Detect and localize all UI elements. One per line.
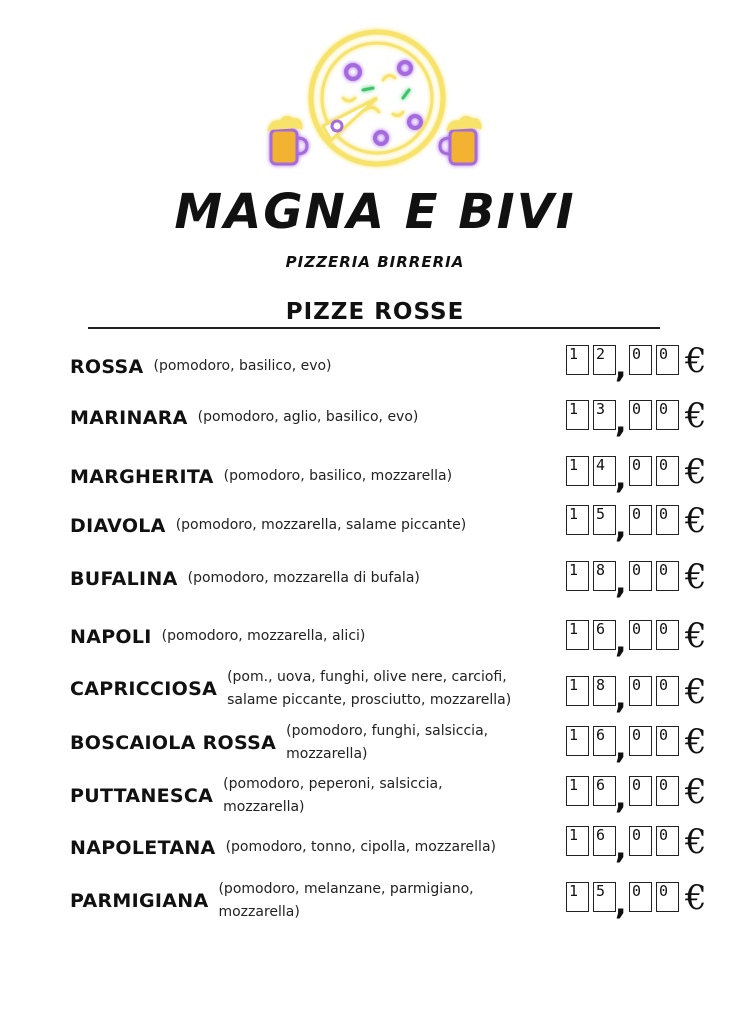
price-digit-box: 0 — [629, 456, 652, 486]
pizza-ingredients: (pomodoro, mozzarella, alici) — [161, 628, 366, 644]
pizza-name: DIAVOLA — [70, 514, 166, 537]
pizza-ingredients: (pomodoro, mozzarella di bufala) — [187, 570, 420, 586]
menu-item — [70, 720, 560, 766]
price-digit-box: 5 — [593, 505, 616, 535]
euro-symbol: € — [685, 452, 707, 492]
price-boxes — [566, 822, 716, 866]
pizza-ingredients: (pomodoro, peperoni, salsiccia, mozzarella) — [223, 776, 443, 815]
euro-symbol: € — [685, 341, 707, 381]
menu-item — [70, 625, 560, 648]
price-digit-box: 0 — [656, 400, 679, 430]
price-digit-box: 0 — [656, 456, 679, 486]
price-boxes — [566, 501, 716, 545]
euro-symbol: € — [685, 501, 707, 541]
pizza-name: MARGHERITA — [70, 465, 214, 488]
price-digit-box: 3 — [593, 400, 616, 430]
price-digit-box: 0 — [629, 726, 652, 756]
price-digit-box: 0 — [656, 882, 679, 912]
menu-item — [70, 514, 560, 537]
menu-item — [70, 666, 560, 712]
euro-symbol: € — [685, 722, 707, 762]
price-digit-box: 0 — [629, 776, 652, 806]
pizza-ingredients: (pomodoro, tonno, cipolla, mozzarella) — [225, 839, 496, 855]
price-digit-box: 1 — [566, 345, 589, 375]
brand-title: MAGNA E BIVI — [174, 184, 576, 240]
price-boxes — [566, 452, 716, 496]
menu-item — [70, 465, 560, 488]
price-boxes — [566, 672, 716, 716]
price-digit-box: 0 — [656, 826, 679, 856]
price-digit-box: 0 — [629, 620, 652, 650]
pizza-name: ROSSA — [70, 355, 144, 378]
menu-item — [70, 355, 560, 378]
price-digit-box: 1 — [566, 456, 589, 486]
menu-item — [70, 567, 560, 590]
price-digit-box: 6 — [593, 620, 616, 650]
price-digit-box: 0 — [656, 776, 679, 806]
pizza-name: MARINARA — [70, 406, 188, 429]
price-digit-box: 0 — [629, 505, 652, 535]
price-digit-box: 1 — [566, 676, 589, 706]
pizza-ingredients: (pomodoro, melanzane, parmigiano, mozzarella) — [218, 881, 474, 920]
price-digit-box: 1 — [566, 776, 589, 806]
price-digit-box: 1 — [566, 726, 589, 756]
decimal-comma: , — [615, 887, 627, 922]
price-digit-box: 1 — [566, 400, 589, 430]
decimal-comma: , — [615, 831, 627, 866]
price-digit-box: 1 — [566, 561, 589, 591]
pizza-ingredients: (pomodoro, mozzarella, salame piccante) — [175, 517, 467, 533]
price-digit-box: 0 — [629, 345, 652, 375]
decimal-comma: , — [615, 461, 627, 496]
price-boxes — [566, 396, 716, 440]
price-digit-box: 0 — [656, 505, 679, 535]
pizza-name: NAPOLI — [70, 625, 152, 648]
decimal-comma: , — [615, 625, 627, 660]
decimal-comma: , — [615, 566, 627, 601]
pizza-name: PUTTANESCA — [70, 785, 214, 807]
pizza-ingredients: (pomodoro, aglio, basilico, evo) — [197, 409, 419, 425]
decimal-comma: , — [615, 405, 627, 440]
price-digit-box: 0 — [656, 620, 679, 650]
pizza-ingredients: (pomodoro, basilico, evo) — [153, 358, 332, 374]
price-digit-box: 0 — [629, 826, 652, 856]
decimal-comma: , — [615, 350, 627, 385]
pizza-name: PARMIGIANA — [70, 890, 209, 912]
price-boxes — [566, 616, 716, 660]
price-digit-box: 6 — [593, 776, 616, 806]
price-digit-box: 8 — [593, 561, 616, 591]
pizza-name: BOSCAIOLA ROSSA — [70, 732, 277, 754]
decimal-comma: , — [615, 731, 627, 766]
price-digit-box: 4 — [593, 456, 616, 486]
euro-symbol: € — [685, 396, 707, 436]
decimal-comma: , — [615, 681, 627, 716]
decimal-comma: , — [615, 510, 627, 545]
price-digit-box: 2 — [593, 345, 616, 375]
pizza-name: BUFALINA — [70, 567, 178, 590]
pizza-ingredients: (pomodoro, basilico, mozzarella) — [223, 468, 453, 484]
euro-symbol: € — [685, 878, 707, 918]
price-digit-box: 1 — [566, 826, 589, 856]
neon-pizza-logo — [265, 18, 490, 178]
pizza-name: NAPOLETANA — [70, 836, 216, 859]
price-digit-box: 0 — [656, 561, 679, 591]
euro-symbol: € — [685, 672, 707, 712]
price-digit-box: 0 — [629, 676, 652, 706]
price-digit-box: 1 — [566, 620, 589, 650]
price-digit-box: 5 — [593, 882, 616, 912]
price-boxes — [566, 772, 716, 816]
price-digit-box: 0 — [629, 400, 652, 430]
price-boxes — [566, 878, 716, 922]
price-digit-box: 0 — [629, 882, 652, 912]
euro-symbol: € — [685, 822, 707, 862]
price-boxes — [566, 722, 716, 766]
menu-item — [70, 406, 560, 429]
price-digit-box: 1 — [566, 505, 589, 535]
pizza-name: CAPRICCIOSA — [70, 678, 218, 700]
euro-symbol: € — [685, 616, 707, 656]
euro-symbol: € — [685, 772, 707, 812]
price-digit-box: 0 — [656, 726, 679, 756]
price-digit-box: 8 — [593, 676, 616, 706]
price-digit-box: 0 — [656, 345, 679, 375]
menu-item — [70, 773, 560, 819]
pizza-ingredients: (pomodoro, funghi, salsiccia, mozzarella) — [286, 723, 489, 762]
menu-item — [70, 836, 560, 859]
pizza-ingredients: (pom., uova, funghi, olive nere, carciofi, salame piccante, prosciutto, mozzarella) — [227, 669, 512, 708]
price-digit-box: 0 — [656, 676, 679, 706]
euro-symbol: € — [685, 557, 707, 597]
price-digit-box: 6 — [593, 726, 616, 756]
price-boxes — [566, 557, 716, 601]
section-title: PIZZE ROSSE — [285, 299, 465, 325]
section-divider — [88, 327, 660, 329]
price-boxes — [566, 341, 716, 385]
price-digit-box: 0 — [629, 561, 652, 591]
price-digit-box: 6 — [593, 826, 616, 856]
decimal-comma: , — [615, 781, 627, 816]
price-digit-box: 1 — [566, 882, 589, 912]
menu-item — [70, 878, 560, 924]
tagline: PIZZERIA BIRRERIA — [285, 253, 465, 271]
